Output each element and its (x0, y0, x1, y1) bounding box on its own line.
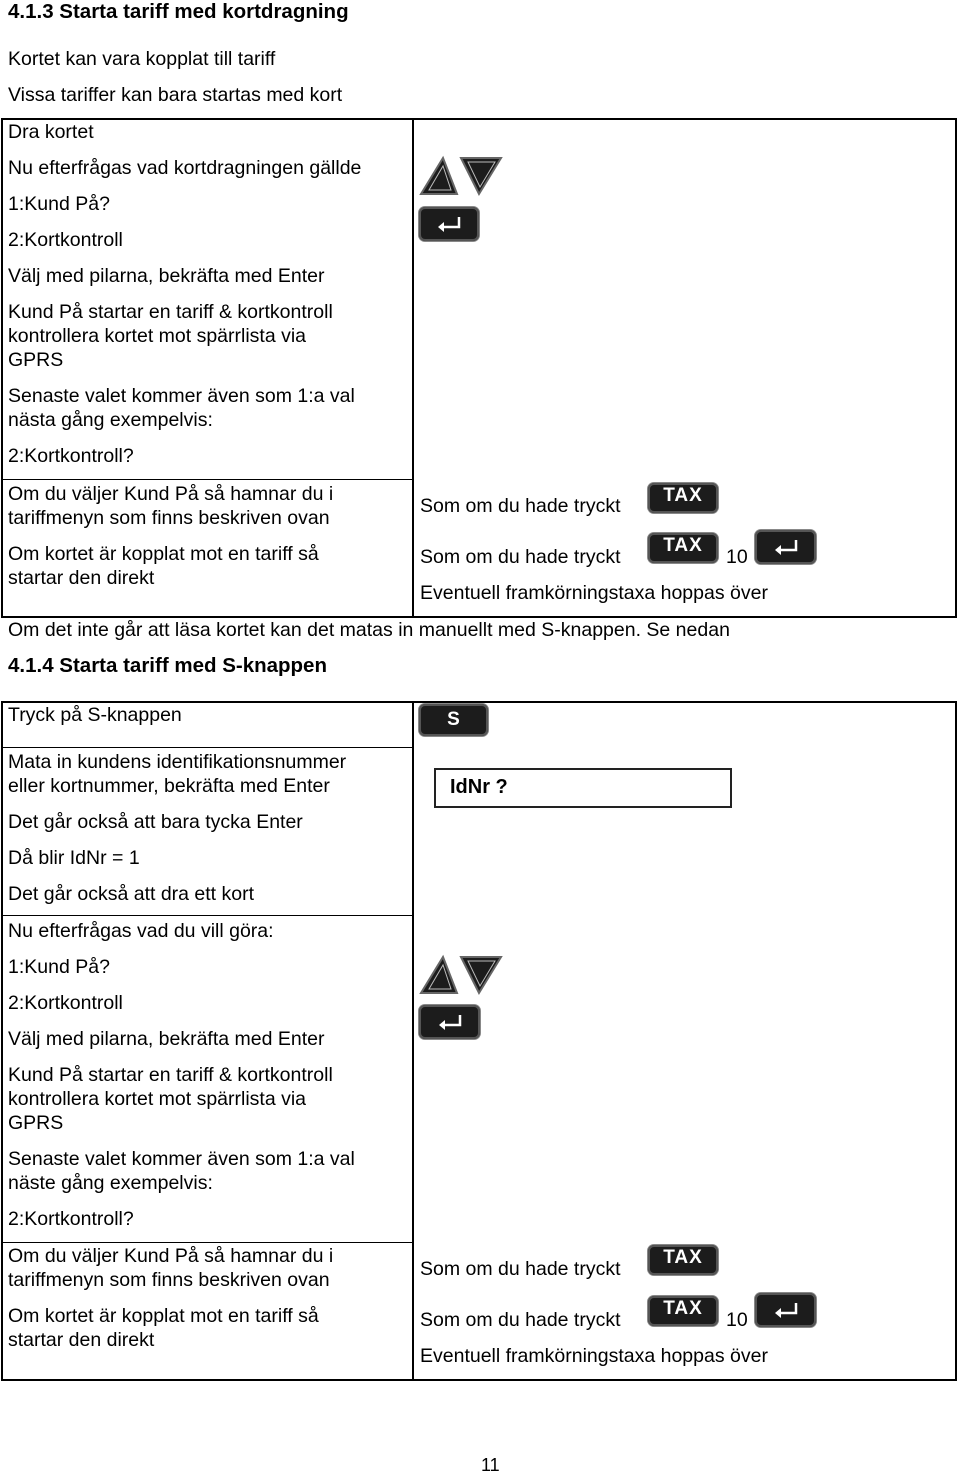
cell-text: Mata in kundens identifikationsnummer (8, 751, 347, 773)
cell-text: Om kortet är kopplat mot en tariff så (8, 543, 319, 565)
enter-key-icon (755, 1293, 816, 1327)
cell-text: näste gång exempelvis: (8, 1172, 213, 1194)
intro-text: Vissa tariffer kan bara startas med kort (8, 84, 343, 106)
cell-text: Välj med pilarna, bekräfta med Enter (8, 1028, 325, 1050)
cell-text: startar den direkt (8, 1329, 155, 1351)
cell-text: Som om du hade tryckt (420, 1258, 621, 1280)
cell-text: 2:Kortkontroll (8, 992, 123, 1014)
cell-text: 1:Kund På? (8, 193, 110, 215)
section-heading: 4.1.3 Starta tariff med kortdragning (8, 0, 349, 23)
enter-key-icon (755, 530, 816, 564)
enter-key-icon (419, 207, 479, 241)
cell-text: kontrollera kortet mot spärrlista via (8, 325, 307, 347)
display-text: IdNr ? (450, 776, 508, 798)
cell-text: GPRS (8, 1112, 64, 1134)
cell-text: startar den direkt (8, 567, 155, 589)
page-number: 11 (481, 1455, 500, 1475)
tax-key-icon: TAX (648, 483, 718, 513)
footer-text: Om det inte går att läsa kortet kan det matas in manuellt med S-knappen. Se nedan (8, 619, 730, 641)
cell-text: Om du väljer Kund På så hamnar du i (8, 483, 334, 505)
cell-text: Om du väljer Kund På så hamnar du i (8, 1245, 334, 1267)
cell-text: 1:Kund På? (8, 956, 110, 978)
tax-key-icon: TAX (648, 1245, 718, 1275)
cell-text: Dra kortet (8, 121, 94, 143)
cell-text: Eventuell framkörningstaxa hoppas över (420, 582, 768, 604)
section-heading: 4.1.4 Starta tariff med S-knappen (8, 654, 327, 677)
cell-text: Välj med pilarna, bekräfta med Enter (8, 265, 325, 287)
cell-text: nästa gång exempelvis: (8, 409, 213, 431)
cell-text: 10 (726, 1309, 748, 1331)
cell-text: Som om du hade tryckt (420, 1309, 621, 1331)
cell-text: Eventuell framkörningstaxa hoppas över (420, 1345, 768, 1367)
cell-text: Det går också att bara tycka Enter (8, 811, 303, 833)
cell-text: Senaste valet kommer även som 1:a val (8, 1148, 355, 1170)
cell-text: Kund På startar en tariff & kortkontroll (8, 1064, 333, 1086)
cell-text: Tryck på S-knappen (8, 704, 182, 726)
display-box (434, 768, 732, 808)
cell-text: GPRS (8, 349, 64, 371)
tax-key-icon: TAX (648, 1296, 718, 1326)
cell-text: Senaste valet kommer även som 1:a val (8, 385, 355, 407)
cell-text: tariffmenyn som finns beskriven ovan (8, 507, 330, 529)
cell-text: Då blir IdNr = 1 (8, 847, 140, 869)
cell-text: Som om du hade tryckt (420, 546, 621, 568)
s-key-icon: S (419, 704, 488, 736)
cell-text: Kund På startar en tariff & kortkontroll (8, 301, 333, 323)
cell-text: 10 (726, 546, 748, 568)
cell-text: 2:Kortkontroll? (8, 1208, 134, 1230)
cell-text: Om kortet är kopplat mot en tariff så (8, 1305, 319, 1327)
tax-key-icon: TAX (648, 533, 718, 563)
intro-text: Kortet kan vara kopplat till tariff (8, 48, 276, 70)
cell-text: Som om du hade tryckt (420, 495, 621, 517)
cell-text: 2:Kortkontroll (8, 229, 123, 251)
cell-text: Nu efterfrågas vad kortdragningen gällde (8, 157, 362, 179)
arrow-keys-icon (418, 155, 504, 197)
arrow-keys-icon (418, 954, 504, 996)
cell-text: Nu efterfrågas vad du vill göra: (8, 920, 274, 942)
cell-text: eller kortnummer, bekräfta med Enter (8, 775, 330, 797)
cell-text: 2:Kortkontroll? (8, 445, 134, 467)
cell-text: kontrollera kortet mot spärrlista via (8, 1088, 307, 1110)
enter-key-icon (419, 1005, 480, 1039)
cell-text: tariffmenyn som finns beskriven ovan (8, 1269, 330, 1291)
cell-text: Det går också att dra ett kort (8, 883, 255, 905)
